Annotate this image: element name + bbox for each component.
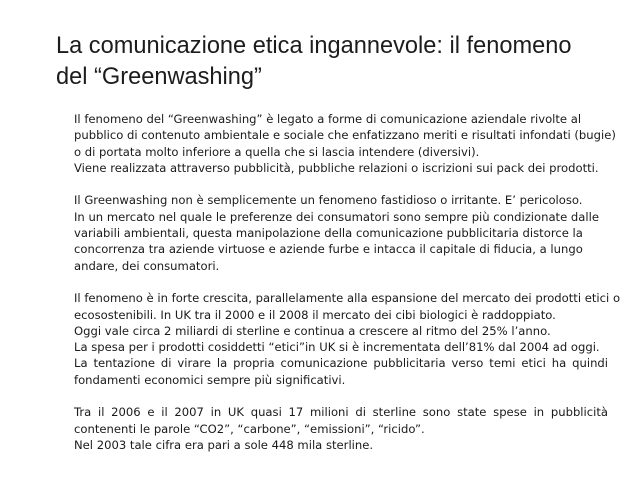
text-line: andare, dei consumatori. [74,258,220,273]
slide-title-line: La comunicazione etica ingannevole: il fenomeno [56,33,572,59]
text-line: Il fenomeno è in forte crescita, parallelamente alla espansione del mercato dei prodotti etici o [74,291,621,306]
text-line: In un mercato nel quale le preferenze dei consumatori sono sempre più condizionate dalle [74,209,599,224]
text-line: Viene realizzata attraverso pubblicità, pubbliche relazioni o iscrizioni sui pack dei prodotti. [74,160,599,175]
text-line: La spesa per i prodotti cosiddetti “etici”in UK si è incrementata dell’81% dal 2004 ad oggi. [74,340,600,355]
text-line: Oggi vale circa 2 miliardi di sterline e continua a crescere al ritmo del 25% l’anno. [74,323,551,338]
text-line: Il fenomeno del “Greenwashing” è legato a forme di comunicazione aziendale rivolte al [74,112,582,126]
text-line: Il Greenwashing non è semplicemente un fenomeno fastidioso o irritante. E’ pericoloso. [74,193,583,208]
text-line: La tentazione di virare la propria comunicazione pubblicitaria verso temi etici ha quindi [74,356,608,371]
text-line: Nel 2003 tale cifra era pari a sole 448 mila sterline. [74,437,374,452]
text-line: ecosostenibili. In UK tra il 2000 e il 2008 il mercato dei cibi biologici è raddoppiato. [74,307,556,322]
slide-title-line: del “Greenwashing” [56,64,262,90]
text-line: pubblico di contenuto ambientale e sociale che enfatizzano meriti e risultati infondati (bugie) [74,128,616,143]
text-line: variabili ambientali, questa manipolazione della comunicazione pubblicitaria distorce la [74,226,583,241]
paragraph-growth [74,290,621,388]
paragraph-definition [74,111,616,176]
text-line: fondamenti economici sempre più significativi. [74,372,346,387]
text-line: o di portata molto inferiore a quella che si lascia intendere (diversivi). [74,144,480,159]
slide-title [56,31,626,93]
text-line: concorrenza tra aziende virtuose e aziende furbe e intacca il capitale di fiducia, a lungo [74,242,583,257]
paragraph-danger [74,192,608,273]
paragraph-spending [74,404,608,453]
slide-body [74,111,621,470]
text-line: Tra il 2006 e il 2007 in UK quasi 17 milioni di sterline sono state spese in pubblicità [74,405,608,420]
text-line: contenenti le parole “CO2”, “carbone”, “emissioni”, “ricido”. [74,421,425,436]
